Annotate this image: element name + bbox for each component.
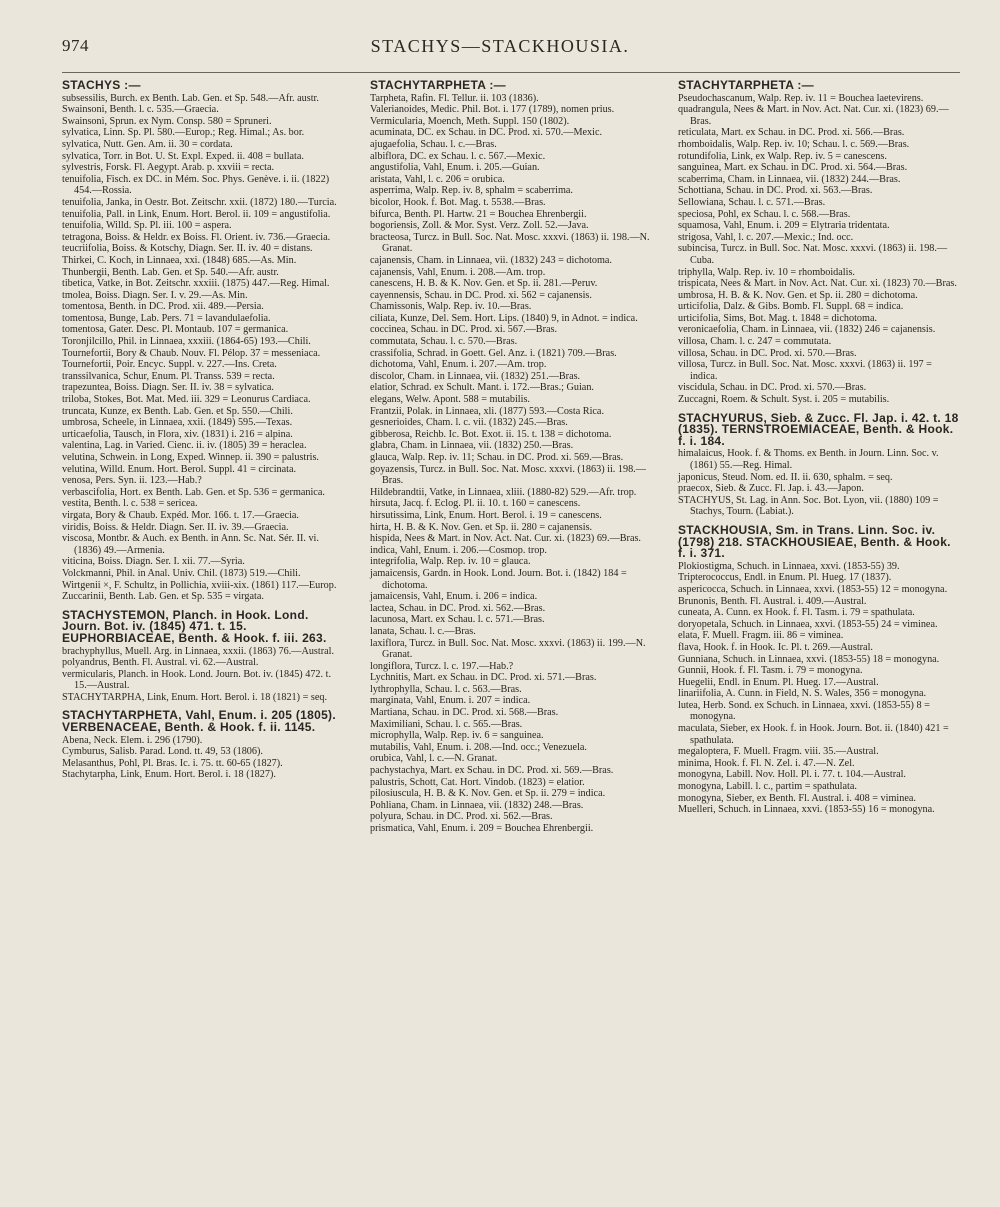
species-entry: valentina, Lag. in Varied. Cienc. ii. iv. (1805) 39 = heraclea. — [62, 440, 307, 452]
species-entry: monogyna, Sieber, ex Benth. Fl. Austral. i. 408 = viminea. — [678, 792, 916, 804]
species-entry: linariifolia, A. Cunn. in Field, N. S. Wales, 356 = monogyna. — [678, 688, 927, 700]
species-entry: Hildebrandtii, Vatke, in Linnaea, xliii. (1880-82) 529.—Afr. trop. — [370, 486, 637, 498]
species-entry: glabra, Cham. in Linnaea, vii. (1832) 250.—Bras. — [370, 440, 574, 452]
species-entry: Gunnii, Hook. f. Fl. Tasm. i. 79 = monogyna. — [678, 665, 863, 677]
species-entry: marginata, Vahl, Enum. i. 207 = indica. — [370, 695, 531, 707]
species-entry: sanguinea, Mart. ex Schau. in DC. Prod. xi. 564.—Bras. — [678, 162, 908, 174]
species-entry: hirsuta, Jacq. f. Eclog. Pl. ii. 10. t. 160 = canescens. — [370, 498, 581, 510]
species-entry: umbrosa, H. B. & K. Nov. Gen. et Sp. ii. 280 = dichotoma. — [678, 289, 918, 301]
species-entry: Abena, Neck. Elem. i. 296 (1790). — [62, 734, 203, 746]
species-entry: elegans, Welw. Apont. 588 = mutabilis. — [370, 394, 530, 406]
species-entry: reticulata, Mart. ex Schau. in DC. Prod. xi. 566.—Bras. — [678, 127, 905, 139]
species-entry: squamosa, Vahl, Enum. i. 209 = Elytraria tridentata. — [678, 220, 890, 232]
genus-note: STACHYTARPHA, Link, Enum. Hort. Berol. i. 18 (1821) = seq. — [62, 691, 328, 703]
species-entry: Martiana, Schau. in DC. Prod. xi. 568.—Bras. — [370, 707, 559, 719]
species-entry: Swainsoni, Sprun. ex Nym. Consp. 580 = Spruneri. — [62, 115, 272, 127]
species-entry: viscidula, Schau. in DC. Prod. xi. 570.—Bras. — [678, 382, 867, 394]
species-entry: trispicata, Nees & Mart. in Nov. Act. Nat. Cur. xi. (1823) 70.—Bras. — [678, 278, 957, 290]
species-entry: Tarpheta, Rafin. Fl. Tellur. ii. 103 (1836). — [370, 92, 539, 104]
species-entry: tenuifolia, Janka, in Oestr. Bot. Zeitschr. xxii. (1872) 180.—Turcia. — [62, 196, 337, 208]
species-entry: indica, Vahl, Enum. i. 206.—Cosmop. trop. — [370, 544, 547, 556]
species-entry: Plokiostigma, Schuch. in Linnaea, xxvi. (1853-55) 39. — [678, 560, 900, 572]
species-entry: aristata, Vahl, l. c. 206 = orubica. — [370, 173, 505, 185]
species-entry: gesnerioides, Cham. l. c. vii. (1832) 245.—Bras. — [370, 417, 568, 429]
column-1 — [62, 80, 344, 781]
species-entry: subincisa, Turcz. in Bull. Soc. Nat. Mosc. xxxvi. (1863) ii. 198.—Cuba. — [678, 243, 948, 266]
species-entry: Thunbergii, Benth. Lab. Gen. et Sp. 540.—Afr. austr. — [62, 266, 279, 278]
species-entry: sylvatica, Linn. Sp. Pl. 580.—Europ.; Reg. Himal.; As. bor. — [62, 127, 305, 139]
species-entry: virgata, Bory & Chaub. Expéd. Mor. 166. t. 17.—Graecia. — [62, 509, 299, 521]
species-entry: viridis, Boiss. & Heldr. Diagn. Ser. II. iv. 39.—Graecia. — [62, 521, 289, 533]
species-entry: bogoriensis, Zoll. & Mor. Syst. Verz. Zoll. 52.—Java. — [370, 220, 589, 232]
species-entry: cajanensis, Vahl, Enum. i. 208.—Am. trop. — [370, 266, 546, 278]
species-entry: angustifolia, Vahl, Enum. i. 205.—Guian. — [370, 162, 540, 174]
species-entry: tenuifolia, Fisch. ex DC. in Mém. Soc. Phys. Genève. i. ii. (1822) 454.—Rossia. — [62, 173, 330, 197]
species-entry: microphylla, Walp. Rep. iv. 6 = sanguinea. — [370, 730, 544, 742]
species-entry: veronicaefolia, Cham. in Linnaea, vii. (1832) 246 = cajanensis. — [678, 324, 936, 336]
species-entry: megaloptera, F. Muell. Fragm. viii. 35.—Austral. — [678, 746, 879, 758]
species-entry: japonicus, Steud. Nom. ed. II. ii. 630, sphalm. = seq. — [678, 471, 893, 483]
genus-heading: STACHYS :— — [62, 78, 141, 92]
species-entry: cuneata, A. Cunn. ex Hook. f. Fl. Tasm. i. 79 = spathulata. — [678, 607, 915, 619]
species-entry: polyura, Schau. in DC. Prod. xi. 562.—Bras. — [370, 811, 553, 823]
species-entry: Thirkei, C. Koch, in Linnaea, xxi. (1848) 685.—As. Min. — [62, 254, 297, 266]
species-entry: aspericocca, Schuch. in Linnaea, xxvi. (1853-55) 12 = monogyna. — [678, 583, 948, 595]
page-number: 974 — [62, 36, 89, 55]
species-entry: Frantzii, Polak. in Linnaea, xli. (1877) 593.—Costa Rica. — [370, 405, 604, 417]
species-entry: subsessilis, Burch. ex Benth. Lab. Gen. et Sp. 548.—Afr. austr. — [62, 92, 319, 104]
species-entry: villosa, Schau. in DC. Prod. xi. 570.—Bras. — [678, 347, 857, 359]
species-entry: flava, Hook. f. in Hook. Ic. Pl. t. 269.—Austral. — [678, 641, 873, 653]
species-entry: strigosa, Vahl, l. c. 207.—Mexic.; Ind. occ. — [678, 231, 854, 243]
species-entry: hirta, H. B. & K. Nov. Gen. et Sp. ii. 280 = cajanensis. — [370, 521, 593, 533]
species-entry: truncata, Kunze, ex Benth. Lab. Gen. et Sp. 550.—Chili. — [62, 405, 293, 417]
species-entry: commutata, Schau. l. c. 570.—Bras. — [370, 336, 518, 348]
species-entry: velutina, Willd. Enum. Hort. Berol. Suppl. 41 = circinata. — [62, 463, 297, 475]
species-entry: longiflora, Turcz. l. c. 197.—Hab.? — [370, 660, 514, 672]
species-entry: tenuifolia, Willd. Sp. Pl. iii. 100 = aspera. — [62, 220, 232, 232]
species-entry: doryopetala, Schuch. in Linnaea, xxvi. (1853-55) 24 = viminea. — [678, 618, 938, 630]
header-rule — [62, 72, 960, 73]
species-entry: monogyna, Labill. Nov. Holl. Pl. i. 77. t. 104.—Austral. — [678, 769, 906, 781]
genus-heading: STACHYURUS, Sieb. & Zucc. Fl. Jap. i. 42. t. 18 (1835). TERNSTROEMIACEAE, Benth. & Hook. f. i. 184. — [678, 410, 959, 448]
species-entry: verbascifolia, Hort. ex Benth. Lab. Gen. et Sp. 536 = germanica. — [62, 486, 325, 498]
genus-heading: STACKHOUSIA, Sm. in Trans. Linn. Soc. iv. (1798) 218. STACKHOUSIEAE, Benth. & Hook. f. i. 371. — [678, 522, 951, 561]
species-entry: prismatica, Vahl, Enum. i. 209 = Bouchea Ehrenbergii. — [370, 823, 594, 834]
species-entry: goyazensis, Turcz. in Bull. Soc. Nat. Mosc. xxxvi. (1863) ii. 198.—Bras. — [370, 463, 646, 487]
species-entry: hispida, Nees & Mart. in Nov. Act. Nat. Cur. xi. (1823) 69.—Bras. — [370, 533, 641, 545]
species-entry: maculata, Sieber, ex Hook. f. in Hook. Journ. Bot. ii. (1840) 421 = spathulata. — [678, 723, 949, 746]
species-entry: canescens, H. B. & K. Nov. Gen. et Sp. ii. 281.—Peruv. — [370, 278, 598, 290]
species-entry: Wirtgenii ×, F. Schultz, in Pollichia, xviii-xix. (1861) 117.—Europ. — [62, 579, 337, 591]
species-entry: Schottiana, Schau. in DC. Prod. xi. 563.—Bras. — [678, 185, 873, 197]
species-entry: Pohliana, Cham. in Linnaea, vii. (1832) 248.—Bras. — [370, 799, 584, 811]
species-entry: elata, F. Muell. Fragm. iii. 86 = viminea. — [678, 630, 844, 642]
species-entry: tomentosa, Gater. Desc. Pl. Montaub. 107 = germanica. — [62, 324, 289, 336]
species-entry: lutea, Herb. Sond. ex Schuch. in Linnaea, xxvi. (1853-55) 8 = monogyna. — [678, 699, 930, 723]
species-entry: asperrima, Walp. Rep. iv. 8, sphalm = scaberrima. — [370, 185, 573, 197]
species-entry: palustris, Schott, Cat. Hort. Vindob. (1823) = elatior. — [370, 776, 585, 788]
species-entry: Melasanthus, Pohl, Pl. Bras. Ic. i. 75. tt. 60-65 (1827). — [62, 757, 283, 769]
species-entry: urticifolia, Sims, Bot. Mag. t. 1848 = dichotoma. — [678, 312, 878, 324]
species-entry: vermicularis, Planch. in Hook. Lond. Journ. Bot. iv. (1845) 472. t. 15.—Austral. — [62, 668, 331, 692]
species-entry: integrifolia, Walp. Rep. iv. 10 = glauca. — [370, 556, 531, 568]
species-entry: villosa, Cham. l. c. 247 = commutata. — [678, 336, 832, 348]
species-entry: pilosiuscula, H. B. & K. Nov. Gen. et Sp. ii. 279 = indica. — [370, 788, 606, 800]
species-entry: lacunosa, Mart. ex Schau. l. c. 571.—Bras. — [370, 614, 545, 626]
species-entry: Zuccarinii, Benth. Lab. Gen. et Sp. 535 = virgata. — [62, 591, 264, 603]
species-entry: lactea, Schau. in DC. Prod. xi. 562.—Bras. — [370, 602, 546, 614]
running-title: STACHYS—STACKHOUSIA. — [370, 36, 630, 56]
species-entry: Cymburus, Salisb. Parad. Lond. tt. 49, 53 (1806). — [62, 746, 263, 758]
species-entry: triphylla, Walp. Rep. iv. 10 = rhomboidalis. — [678, 266, 855, 278]
species-entry: jamaicensis, Gardn. in Hook. Lond. Journ. Bot. i. (1842) 184 = dichotoma. — [370, 567, 627, 591]
species-entry: minima, Hook. f. Fl. N. Zel. i. 47.—N. Zel. — [678, 757, 855, 769]
species-entry: dichotoma, Vahl, Enum. i. 207.—Am. trop. — [370, 359, 547, 371]
species-entry: scaberrima, Cham. in Linnaea, vii. (1832) 244.—Bras. — [678, 173, 901, 185]
species-entry: bracteosa, Turcz. in Bull. Soc. Nat. Mosc. xxxvi. (1863) ii. 198.—N. Granat. — [370, 231, 650, 255]
species-entry: Maximiliani, Schau. l. c. 565.—Bras. — [370, 718, 523, 730]
genus-note: STACHYUS, St. Lag. in Ann. Soc. Bot. Lyon, vii. (1880) 109 = Stachys, Tourn. (Labiat.). — [678, 494, 939, 518]
species-entry: urticaefolia, Tausch, in Flora, xiv. (1831) i. 216 = alpina. — [62, 428, 293, 440]
species-entry: tibetica, Vatke, in Bot. Zeitschr. xxxiii. (1875) 447.—Reg. Himal. — [62, 278, 330, 290]
species-entry: Pseudochascanum, Walp. Rep. iv. 11 = Bouchea laetevirens. — [678, 92, 924, 104]
species-entry: teucriifolia, Boiss. & Kotschy, Diagn. Ser. II. iv. 40 = distans. — [62, 243, 313, 255]
species-entry: pachystachya, Mart. ex Schau. in DC. Prod. xi. 569.—Bras. — [370, 765, 614, 777]
species-entry: albiflora, DC. ex Schau. l. c. 567.—Mexic. — [370, 150, 546, 162]
species-entry: triloba, Stokes, Bot. Mat. Med. iii. 329 = Leonurus Cardiaca. — [62, 394, 311, 406]
species-entry: praecox, Sieb. & Zucc. Fl. Jap. i. 43.—Japon. — [678, 483, 864, 495]
species-entry: himalaicus, Hook. f. & Thoms. ex Benth. in Journ. Linn. Soc. v. (1861) 55.—Reg. Himal. — [678, 448, 939, 471]
species-entry: lanata, Schau. l. c.—Bras. — [370, 625, 476, 637]
species-entry: Tournefortii, Bory & Chaub. Nouv. Fl. Pélop. 37 = messeniaca. — [62, 347, 321, 359]
species-entry: lythrophylla, Schau. l. c. 563.—Bras. — [370, 683, 522, 695]
species-entry: tomentosa, Benth. in DC. Prod. xii. 489.—Persia. — [62, 301, 264, 313]
species-entry: Stachytarpha, Link, Enum. Hort. Berol. i. 18 (1827). — [62, 769, 276, 781]
species-entry: sylvestris, Forsk. Fl. Aegypt. Arab. p. xxviii = recta. — [62, 162, 275, 174]
species-entry: elatior, Schrad. ex Schult. Mant. i. 172.—Bras.; Guian. — [370, 382, 594, 394]
species-entry: ajugaefolia, Schau. l. c.—Bras. — [370, 138, 497, 150]
species-entry: cajanensis, Cham. in Linnaea, vii. (1832) 243 = dichotoma. — [370, 254, 612, 266]
species-entry: Tournefortii, Poir. Encyc. Suppl. v. 227.—Ins. Creta. — [62, 359, 277, 371]
species-entry: villosa, Turcz. in Bull. Soc. Nat. Mosc. xxxvi. (1863) ii. 197 = indica. — [678, 359, 932, 382]
species-entry: jamaicensis, Vahl, Enum. i. 206 = indica. — [370, 591, 538, 603]
species-entry: urticifolia, Dalz. & Gibs. Bomb. Fl. Suppl. 68 = indica. — [678, 301, 904, 313]
species-entry: monogyna, Labill. l. c., partim = spathulata. — [678, 781, 857, 793]
species-entry: cayennensis, Schau. in DC. Prod. xi. 562 = cajanensis. — [370, 289, 592, 301]
species-entry: Brunonis, Benth. Fl. Austral. i. 409.—Austral. — [678, 595, 867, 607]
species-entry: Muelleri, Schuch. in Linnaea, xxvi. (1853-55) 16 = monogyna. — [678, 804, 935, 816]
genus-heading: STACHYTARPHETA :— — [678, 78, 814, 92]
species-entry: viscosa, Montbr. & Auch. ex Benth. in Ann. Sc. Nat. Sér. II. vi. (1836) 49.—Armenia. — [62, 533, 319, 556]
species-entry: bicolor, Hook. f. Bot. Mag. t. 5538.—Bras. — [370, 196, 546, 208]
species-entry: bifurca, Benth. Pl. Hartw. 21 = Bouchea Ehrenbergii. — [370, 208, 587, 220]
species-entry: rotundifolia, Link, ex Walp. Rep. iv. 5 = canescens. — [678, 150, 887, 162]
species-entry: tmolea, Boiss. Diagn. Ser. I. v. 29.—As. Min. — [62, 289, 248, 301]
species-entry: polyandrus, Benth. Fl. Austral. vi. 62.—Austral. — [62, 657, 259, 669]
species-entry: tomentosa, Bunge, Lab. Pers. 71 = lavandulaefolia. — [62, 312, 271, 324]
species-entry: Huegelii, Endl. in Enum. Pl. Hueg. 17.—Austral. — [678, 676, 879, 688]
species-entry: acuminata, DC. ex Schau. in DC. Prod. xi. 570.—Mexic. — [370, 127, 603, 139]
genus-heading: STACHYTARPHETA, Vahl, Enum. i. 205 (1805). VERBENACEAE, Benth. & Hook. f. ii. 1145. — [62, 708, 336, 735]
species-entry: viticina, Boiss. Diagn. Ser. I. xii. 77.—Syria. — [62, 556, 245, 568]
species-entry: orubica, Vahl, l. c.—N. Granat. — [370, 753, 498, 765]
column-2 — [370, 80, 652, 835]
species-entry: Gunniana, Schuch. in Linnaea, xxvi. (1853-55) 18 = monogyna. — [678, 653, 940, 665]
species-entry: Valerianoides, Medic. Phil. Bot. i. 177 (1789), nomen prius. — [370, 104, 615, 116]
species-entry: venosa, Pers. Syn. ii. 123.—Hab.? — [62, 475, 202, 487]
species-entry: speciosa, Pohl, ex Schau. l. c. 568.—Bras. — [678, 208, 851, 220]
species-entry: Toronjilcillo, Phil. in Linnaea, xxxiii. (1864-65) 193.—Chili. — [62, 336, 311, 348]
species-entry: sylvatica, Nutt. Gen. Am. ii. 30 = cordata. — [62, 138, 233, 150]
species-entry: discolor, Cham. in Linnaea, vii. (1832) 251.—Bras. — [370, 370, 581, 382]
column-3 — [678, 80, 960, 816]
species-entry: rhomboidalis, Walp. Rep. iv. 10; Schau. l. c. 569.—Bras. — [678, 138, 910, 150]
species-entry: Tripterococcus, Endl. in Enum. Pl. Hueg. 17 (1837). — [678, 572, 892, 584]
species-entry: quadrangula, Nees & Mart. in Nov. Act. Nat. Cur. xi. (1823) 69.—Bras. — [678, 104, 949, 127]
species-entry: vestita, Benth. l. c. 538 = sericea. — [62, 498, 198, 510]
species-entry: gibberosa, Reichb. Ic. Bot. Exot. ii. 15. t. 138 = dichotoma. — [370, 428, 612, 440]
species-entry: glauca, Walp. Rep. iv. 11; Schau. in DC. Prod. xi. 569.—Bras. — [370, 452, 624, 463]
species-entry: mutabilis, Vahl, Enum. i. 208.—Ind. occ.; Venezuela. — [370, 741, 587, 753]
genus-heading: STACHYTARPHETA :— — [370, 78, 506, 92]
species-entry: Zuccagni, Roem. & Schult. Syst. i. 205 = mutabilis. — [678, 394, 890, 406]
species-entry: ciliata, Kunze, Del. Sem. Hort. Lips. (1840) 9, in Adnot. = indica. — [370, 312, 638, 324]
species-entry: crassifolia, Schrad. in Goett. Gel. Anz. i. (1821) 709.—Bras. — [370, 347, 617, 359]
species-entry: trapezuntea, Boiss. Diagn. Ser. II. iv. 38 = sylvatica. — [62, 382, 274, 394]
species-entry: Vermicularia, Moench, Meth. Suppl. 150 (1802). — [370, 115, 570, 127]
species-entry: sylvatica, Torr. in Bot. U. St. Expl. Exped. ii. 408 = bullata. — [62, 150, 304, 162]
species-entry: coccinea, Schau. in DC. Prod. xi. 567.—Bras. — [370, 324, 558, 336]
species-entry: velutina, Schwein. in Long, Exped. Winnep. ii. 390 = palustris. — [62, 452, 319, 463]
species-entry: Sellowiana, Schau. l. c. 571.—Bras. — [678, 196, 826, 208]
species-entry: umbrosa, Scheele, in Linnaea, xxii. (1849) 595.—Texas. — [62, 417, 293, 429]
species-entry: hirsutissima, Link, Enum. Hort. Berol. i. 19 = canescens. — [370, 509, 602, 521]
species-entry: transsilvanica, Schur, Enum. Pl. Transs. 539 = recta. — [62, 370, 275, 382]
species-entry: Volckmanni, Phil. in Anal. Univ. Chil. (1873) 519.—Chili. — [62, 567, 301, 579]
species-entry: Lychnitis, Mart. ex Schau. in DC. Prod. xi. 571.—Bras. — [370, 672, 597, 684]
page-header — [0, 36, 1000, 66]
species-entry: brachyphyllus, Muell. Arg. in Linnaea, xxxii. (1863) 76.—Austral. — [62, 645, 335, 657]
species-entry: Swainsoni, Benth. l. c. 535.—Graecia. — [62, 104, 219, 116]
species-entry: tenuifolia, Pall. in Link, Enum. Hort. Berol. ii. 109 = angustifolia. — [62, 208, 331, 220]
species-entry: tetragona, Boiss. & Heldr. ex Boiss. Fl. Orient. iv. 736.—Graecia. — [62, 231, 331, 243]
species-entry: laxiflora, Turcz. in Bull. Soc. Nat. Mosc. xxxvi. (1863) ii. 199.—N. Granat. — [370, 637, 646, 661]
species-entry: Chamissonis, Walp. Rep. iv. 10.—Bras. — [370, 301, 532, 313]
genus-heading: STACHYSTEMON, Planch. in Hook. Lond. Journ. Bot. iv. (1845) 471. t. 15. EUPHORBIACEAE, Benth. & Hook. f. iii. 263. — [62, 607, 327, 645]
